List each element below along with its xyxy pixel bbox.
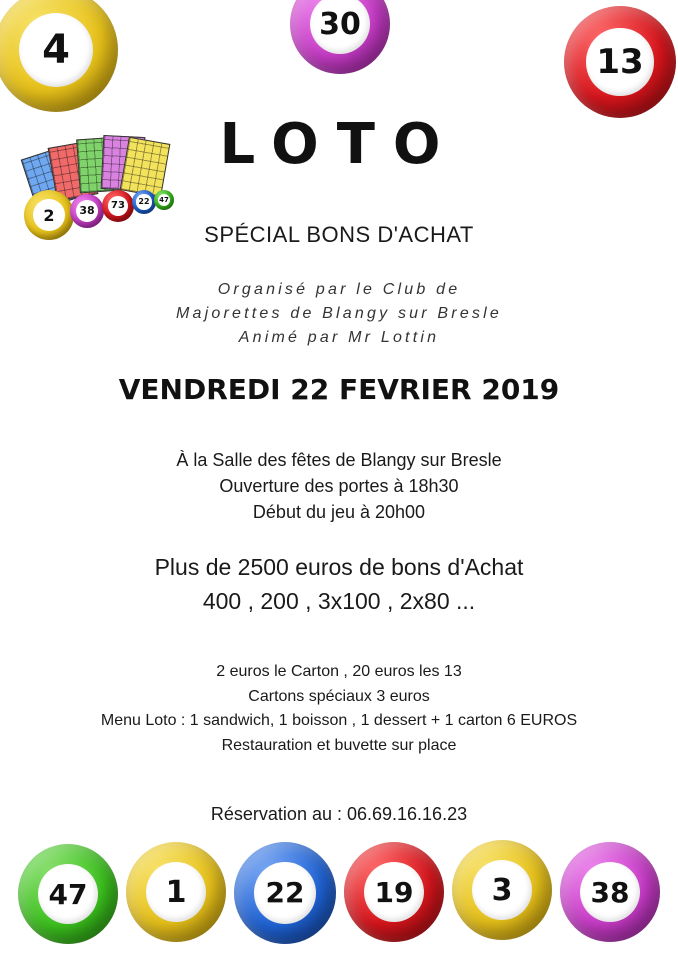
lottery-ball-30 xyxy=(290,0,390,74)
page-title: LOTO xyxy=(219,112,459,177)
organizer-block xyxy=(0,278,678,350)
prices-block xyxy=(0,660,678,758)
price-menu: Menu Loto : 1 sandwich, 1 boisson , 1 dessert + 1 carton 6 EUROS xyxy=(100,712,578,729)
ball-number: 4 xyxy=(19,13,93,87)
ball-number: 2 xyxy=(33,199,65,231)
doors-opening: Ouverture des portes à 18h30 xyxy=(219,476,459,496)
ball-number: 13 xyxy=(586,28,653,95)
ball-number: 22 xyxy=(136,194,151,209)
ball-number: 19 xyxy=(364,862,424,922)
subtitle: SPÉCIAL BONS D'ACHAT xyxy=(204,222,474,247)
organizer-line: Animé par Mr Lottin xyxy=(238,329,440,346)
lottery-ball-22 xyxy=(234,842,336,944)
lottery-ball-4 xyxy=(0,0,118,112)
lottery-ball-1 xyxy=(126,842,226,942)
ball-number: 3 xyxy=(472,860,532,920)
lottery-ball-3 xyxy=(452,840,552,940)
lottery-ball-13 xyxy=(564,6,676,118)
ball-number: 1 xyxy=(146,862,206,922)
ball-number: 47 xyxy=(158,194,171,207)
game-start: Début du jeu à 20h00 xyxy=(252,502,426,522)
venue-block xyxy=(0,447,678,525)
prizes-total: Plus de 2500 euros de bons d'Achat xyxy=(154,554,524,580)
ball-number: 38 xyxy=(580,862,640,922)
reservation-phone: Réservation au : 06.69.16.16.23 xyxy=(210,804,468,824)
organizer-line: Organisé par le Club de xyxy=(217,281,461,298)
lottery-ball-47 xyxy=(154,190,174,210)
ball-number: 73 xyxy=(108,196,128,216)
lottery-ball-19 xyxy=(344,842,444,942)
ball-number: 22 xyxy=(254,862,315,923)
prizes-list: 400 , 200 , 3x100 , 2x80 ... xyxy=(202,588,476,614)
lottery-ball-73 xyxy=(102,190,134,222)
price-carton: 2 euros le Carton , 20 euros les 13 xyxy=(216,663,462,680)
venue-place: À la Salle des fêtes de Blangy sur Bresle xyxy=(176,450,502,470)
price-special: Cartons spéciaux 3 euros xyxy=(248,687,430,705)
food-info: Restauration et buvette sur place xyxy=(221,736,457,754)
lottery-ball-38 xyxy=(560,842,660,942)
ball-number: 38 xyxy=(76,200,98,222)
lottery-ball-47 xyxy=(18,844,118,944)
lottery-ball-22 xyxy=(132,190,156,214)
prizes-block xyxy=(0,550,678,618)
event-date: VENDREDI 22 FEVRIER 2019 xyxy=(118,373,560,406)
organizer-line: Majorettes de Blangy sur Bresle xyxy=(176,305,502,322)
ball-number: 30 xyxy=(310,0,370,54)
ball-number: 47 xyxy=(38,864,98,924)
